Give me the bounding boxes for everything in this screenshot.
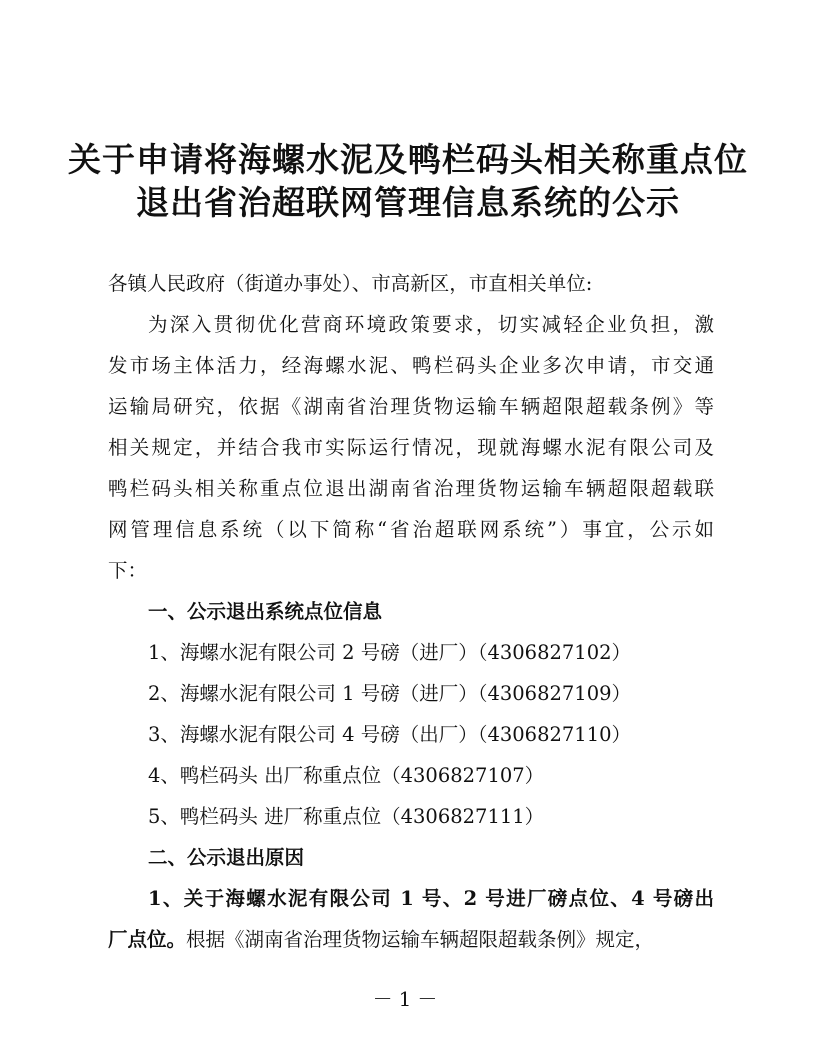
reason-1-title-line-1: 1、关于海螺水泥有限公司 1 号、2 号进厂磅点位、4 号磅出 <box>148 887 714 910</box>
intro-line-2: 发市场主体活力，经海螺水泥、鸭栏码头企业多次申请，市交通 <box>108 354 714 377</box>
document-title-line-2: 退出省治超联网管理信息系统的公示 <box>136 183 680 222</box>
page-number: －1－ <box>372 987 444 1011</box>
intro-line-1: 为深入贯彻优化营商环境政策要求，切实减轻企业负担，激 <box>148 313 714 336</box>
reason-1-line-2 <box>108 926 654 954</box>
section-1-item: 3、海螺水泥有限公司 4 号磅（出厂）（4306827110） <box>148 723 632 746</box>
intro-line-7: 下： <box>108 559 148 582</box>
reason-1-title-line-2: 厂点位。 <box>108 928 187 951</box>
section-1-item: 5、鸭栏码头 进厂称重点位（4306827111） <box>148 805 545 828</box>
intro-line-3: 运输局研究，依据《湖南省治理货物运输车辆超限超载条例》等 <box>108 395 714 418</box>
section-1-item: 1、海螺水泥有限公司 2 号磅（进厂）（4306827102） <box>148 641 632 664</box>
section-1-heading: 一、公示退出系统点位信息 <box>148 600 383 623</box>
salutation: 各镇人民政府（街道办事处）、市高新区，市直相关单位: <box>108 272 593 295</box>
section-1-item: 2、海螺水泥有限公司 1 号磅（进厂）（4306827109） <box>148 682 632 705</box>
intro-line-6: 网管理信息系统（以下简称“省治超联网系统”）事宜，公示如 <box>108 518 714 541</box>
document-title-line-1: 关于申请将海螺水泥及鸭栏码头相关称重点位 <box>68 140 748 179</box>
section-2-heading: 二、公示退出原因 <box>148 846 305 869</box>
section-1-item: 4、鸭栏码头 出厂称重点位（4306827107） <box>148 764 545 787</box>
reason-1-text: 根据《湖南省治理货物运输车辆超限超载条例》规定， <box>186 928 655 951</box>
intro-line-4: 相关规定，并结合我市实际运行情况，现就海螺水泥有限公司及 <box>108 436 714 459</box>
intro-line-5: 鸭栏码头相关称重点位退出湖南省治理货物运输车辆超限超载联 <box>108 477 714 500</box>
